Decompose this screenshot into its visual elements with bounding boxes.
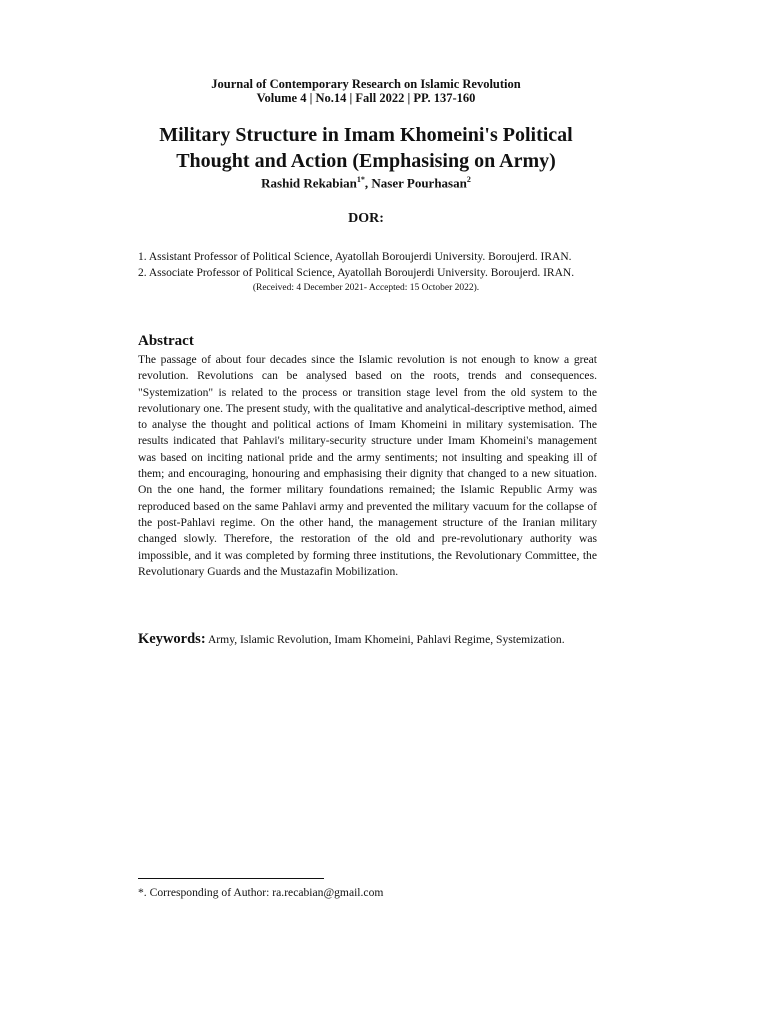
author-list [0,175,732,191]
received-accepted-dates: (Received: 4 December 2021- Accepted: 15 October 2022). [252,283,480,293]
footnote-divider [138,878,324,879]
author-1-mark: 1* [356,175,365,184]
paper-title-line-1: Military Structure in Imam Khomeini's Political [159,124,573,146]
journal-name: Journal of Contemporary Research on Islamic Revolution [211,77,521,91]
affiliation-2: 2. Associate Professor of Political Science, Ayatollah Boroujerdi University. Boroujerd. IRAN. [138,266,575,279]
author-2-mark: 2 [466,175,471,184]
abstract-heading: Abstract [138,333,194,349]
paper-title-line-2: Thought and Action (Emphasising on Army) [176,150,556,172]
author-1-name: Rashid Rekabian [261,175,357,191]
keywords-text: Army, Islamic Revolution, Imam Khomeini, Pahlavi Regime, Systemization. [207,633,565,646]
corresponding-author-footnote: *. Corresponding of Author: ra.recabian@gmail.com [138,886,384,899]
author-2-name: Naser Pourhasan [371,175,467,191]
journal-issue: Volume 4 | No.14 | Fall 2022 | PP. 137-160 [256,91,476,105]
keywords [138,631,608,648]
dor-label: DOR: [348,211,384,226]
abstract-text: The passage of about four decades since the Islamic revolution is not enough to know a great revolution. Revolutions can be analysed based on the roots, trends and consequences. "Systemization" is related to the process or transition stage level from the old system to the revolutionary one. The present study, with the qualitative and analytical-descriptive method, aimed to analyse the thought and political actions of Imam Khomeini in military systemisation. The results indicated that Pahlavi's military-security structure under Imam Khomeini's management was based on inciting national pride and the army sentiments; not insulting and speaking ill of them; and encouraging, honouring and emphasising their dignity that changed to a new situation. On the one hand, the former military foundations remained; the Islamic Republic Army was reproduced based on the same Pahlavi army and prevented the military vacuum for the collapse of the post-Pahlavi regime. On the other hand, the management structure of the Iranian military changed slowly. Therefore, the restoration of the old and pre-revolutionary authority was impossible, and it was completed by forming three institutions, the Revolutionary Committee, the Revolutionary Guards and the Mustazafin Mobilization. [138,353,597,578]
author-separator: , [364,175,372,191]
journal-header [0,77,732,105]
affiliations [138,250,598,281]
affiliation-1: 1. Assistant Professor of Political Science, Ayatollah Boroujerdi University. Boroujerd. IRAN. [138,251,572,263]
keywords-label: Keywords: [138,631,206,647]
paper-title [0,122,732,174]
